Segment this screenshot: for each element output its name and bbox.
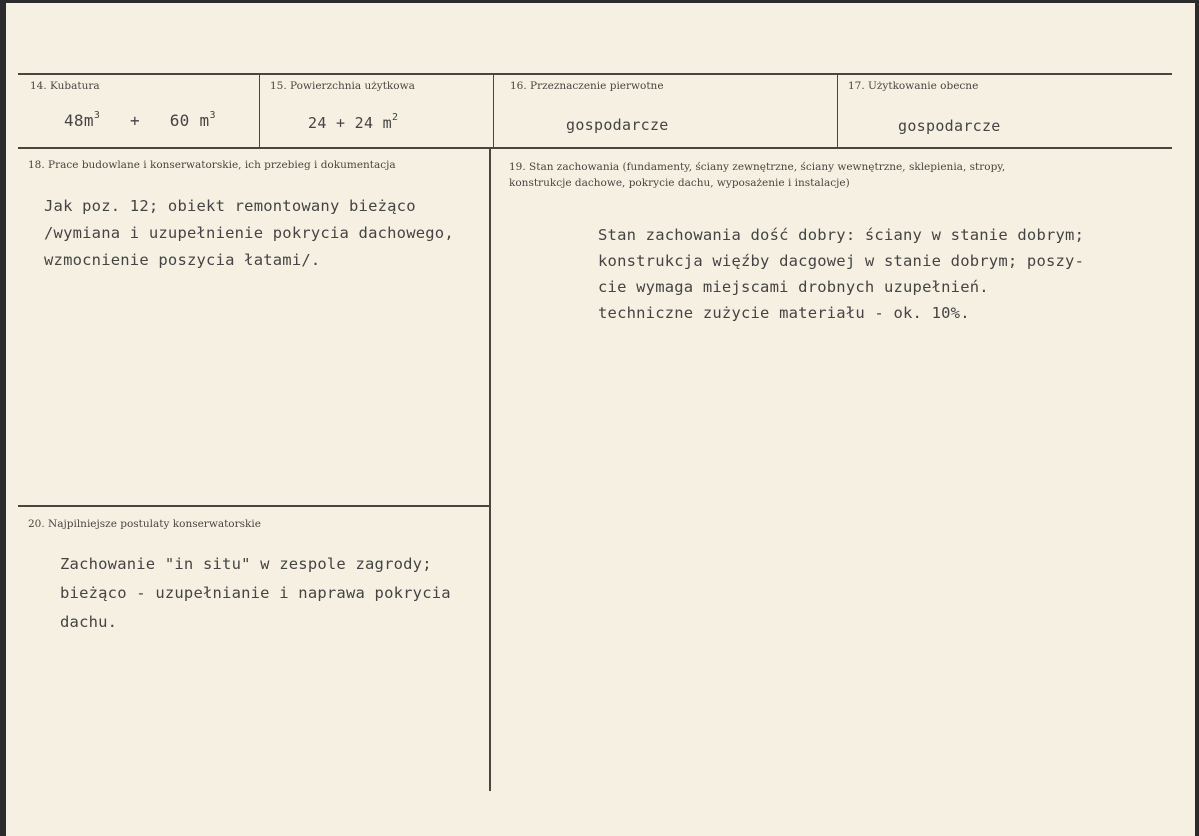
field-18-label: 18. Prace budowlane i konserwatorskie, ich przebieg i dokumentacja: [28, 159, 396, 171]
rule-v3: [837, 75, 838, 147]
field-14-value-b: 60 m: [169, 111, 210, 130]
rule-v-main: [489, 149, 491, 791]
field-14-label: 14. Kubatura: [30, 80, 100, 92]
field-14-exp-b: 3: [209, 110, 216, 121]
field-17-label: 17. Użytkowanie obecne: [848, 80, 979, 92]
field-15-value-text: 24 + 24 m: [308, 114, 392, 132]
rule-field20: [18, 505, 490, 507]
rule-v2: [493, 75, 494, 147]
field-20-label: 20. Najpilniejsze postulaty konserwatorskie: [28, 518, 261, 530]
field-19-text: Stan zachowania dość dobry: ściany w stanie dobrym; konstrukcja więźby dacgowej w stanie dobrym; poszy- cie wymaga miejscami drobnych uzupełnień. techniczne zużycie materiału - ok. 10%.: [598, 226, 1085, 322]
field-15-exp: 2: [391, 112, 399, 123]
field-19-label-line1: 19. Stan zachowania (fundamenty, ściany zewnętrzne, ściany wewnętrzne, sklepienia, stropy,: [509, 161, 1006, 173]
field-16-value: gospodarcze: [566, 116, 669, 134]
field-14-op: +: [129, 111, 140, 130]
field-16-label: 16. Przeznaczenie pierwotne: [510, 80, 664, 92]
field-14-value: [64, 110, 216, 130]
rule-v1: [259, 75, 260, 147]
field-18-text: Jak poz. 12; obiekt remontowany bieżąco /wymiana i uzupełnienie pokrycia dachowego, wzmocnienie poszycia łatami/.: [44, 197, 454, 269]
field-20-text: Zachowanie "in situ" w zespole zagrody; bieżąco - uzupełnianie i naprawa pokrycia dachu.: [60, 555, 451, 631]
field-15-value: [308, 112, 398, 132]
field-17-value: gospodarcze: [898, 117, 1001, 135]
field-14-exp-a: 3: [93, 110, 101, 121]
field-14-value-a: 48m: [64, 111, 94, 130]
rule-top: [18, 73, 1172, 75]
rule-row2: [18, 147, 1172, 149]
field-15-label: 15. Powierzchnia użytkowa: [270, 80, 415, 92]
field-19-label-line2: konstrukcje dachowe, pokrycie dachu, wyposażenie i instalacje): [509, 177, 850, 189]
